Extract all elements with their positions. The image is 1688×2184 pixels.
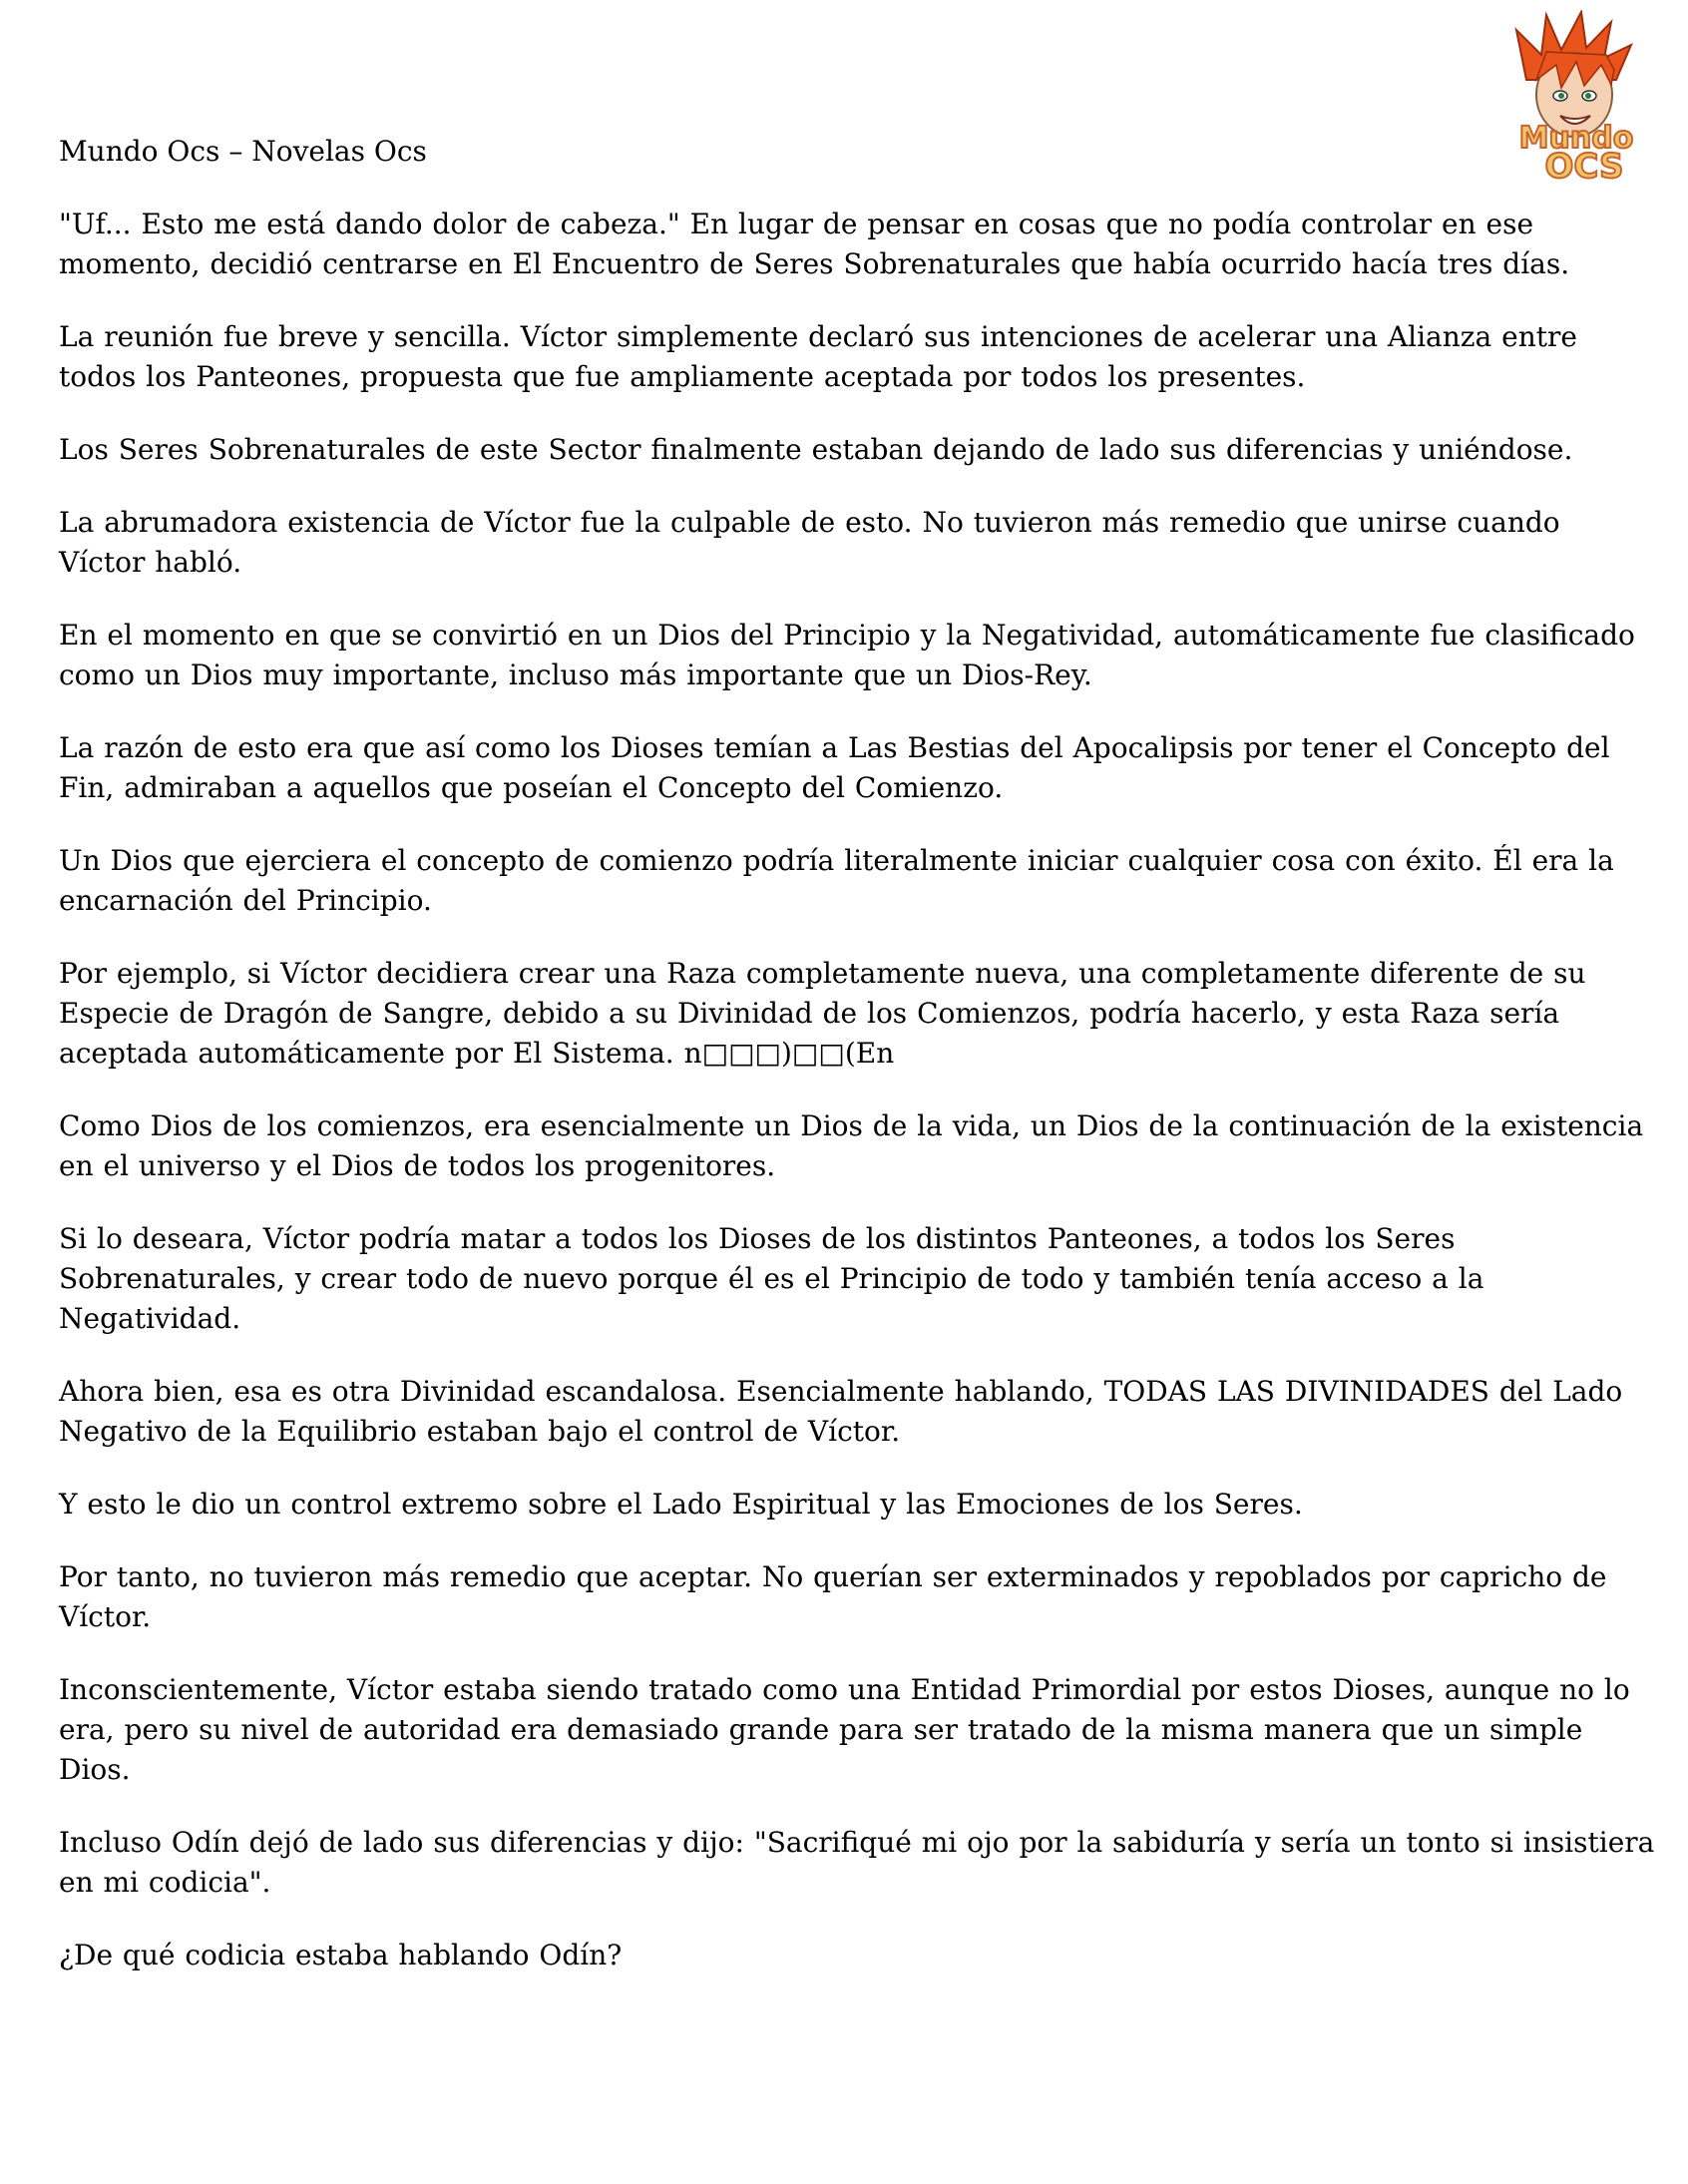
page-header: Mundo Ocs – Novelas Ocs xyxy=(59,135,427,168)
paragraph: La razón de esto era que así como los Dioses temían a Las Bestias del Apocalipsis por tener el Concepto del Fin, admiraban a aquellos que poseían el Concepto del Comienzo. xyxy=(59,731,1610,804)
paragraph: Ahora bien, esa es otra Divinidad escandalosa. Esencialmente hablando, TODAS LAS DIVINIDADES del Lado Negativo de la Equilibrio estaban bajo el control de Víctor. xyxy=(59,1375,1623,1448)
logo-text-line1: Mundo xyxy=(1518,121,1634,156)
paragraph: Un Dios que ejerciera el concepto de comienzo podría literalmente iniciar cualquier cosa con éxito. Él era la encarnación del Principio. xyxy=(59,844,1614,917)
paragraph: La abrumadora existencia de Víctor fue la culpable de esto. No tuvieron más remedio que unirse cuando Víctor habló. xyxy=(59,506,1560,579)
paragraph: Inconscientemente, Víctor estaba siendo tratado como una Entidad Primordial por estos Dioses, aunque no lo era, pero su nivel de autoridad era demasiado grande para ser tratado de la misma manera que un simple Dios. xyxy=(59,1673,1630,1786)
paragraph: Los Seres Sobrenaturales de este Sector finalmente estaban dejando de lado sus diferencias y uniéndose. xyxy=(59,433,1573,466)
paragraph: Por ejemplo, si Víctor decidiera crear una Raza completamente nueva, una completamente diferente de su Especie de Dragón de Sangre, debido a su Divinidad de los Comienzos, podría hacerlo, y esta Raza sería aceptada automáticamente por El Sistema. n□□□)□□(En xyxy=(59,957,1586,1070)
paragraph: "Uf... Esto me está dando dolor de cabeza." En lugar de pensar en cosas que no podía controlar en ese momento, decidió centrarse en El Encuentro de Seres Sobrenaturales que había ocurrido hacía tres días. xyxy=(59,208,1570,280)
document-body xyxy=(59,205,1655,2008)
paragraph: En el momento en que se convirtió en un Dios del Principio y la Negatividad, automáticamente fue clasificado como un Dios muy importante, incluso más importante que un Dios-Rey. xyxy=(59,619,1635,691)
logo-text-line2: OCS xyxy=(1544,147,1624,185)
paragraph: Si lo deseara, Víctor podría matar a todos los Dioses de los distintos Panteones, a todos los Seres Sobrenaturales, y crear todo de nuevo porque él es el Principio de todo y también tenía acceso a la Negatividad. xyxy=(59,1222,1484,1335)
paragraph: Como Dios de los comienzos, era esencialmente un Dios de la vida, un Dios de la continuación de la existencia en el universo y el Dios de todos los progenitores. xyxy=(59,1109,1644,1182)
paragraph: Y esto le dio un control extremo sobre el Lado Espiritual y las Emociones de los Seres. xyxy=(59,1488,1303,1521)
mundo-ocs-logo xyxy=(1486,10,1666,185)
paragraph: La reunión fue breve y sencilla. Víctor simplemente declaró sus intenciones de acelerar una Alianza entre todos los Panteones, propuesta que fue ampliamente aceptada por todos los presentes. xyxy=(59,320,1577,393)
paragraph: Incluso Odín dejó de lado sus diferencias y dijo: "Sacrifiqué mi ojo por la sabiduría y sería un tonto si insistiera en mi codicia". xyxy=(59,1826,1655,1899)
paragraph: ¿De qué codicia estaba hablando Odín? xyxy=(59,1939,623,1971)
paragraph: Por tanto, no tuvieron más remedio que aceptar. No querían ser exterminados y repoblados por capricho de Víctor. xyxy=(59,1560,1607,1633)
